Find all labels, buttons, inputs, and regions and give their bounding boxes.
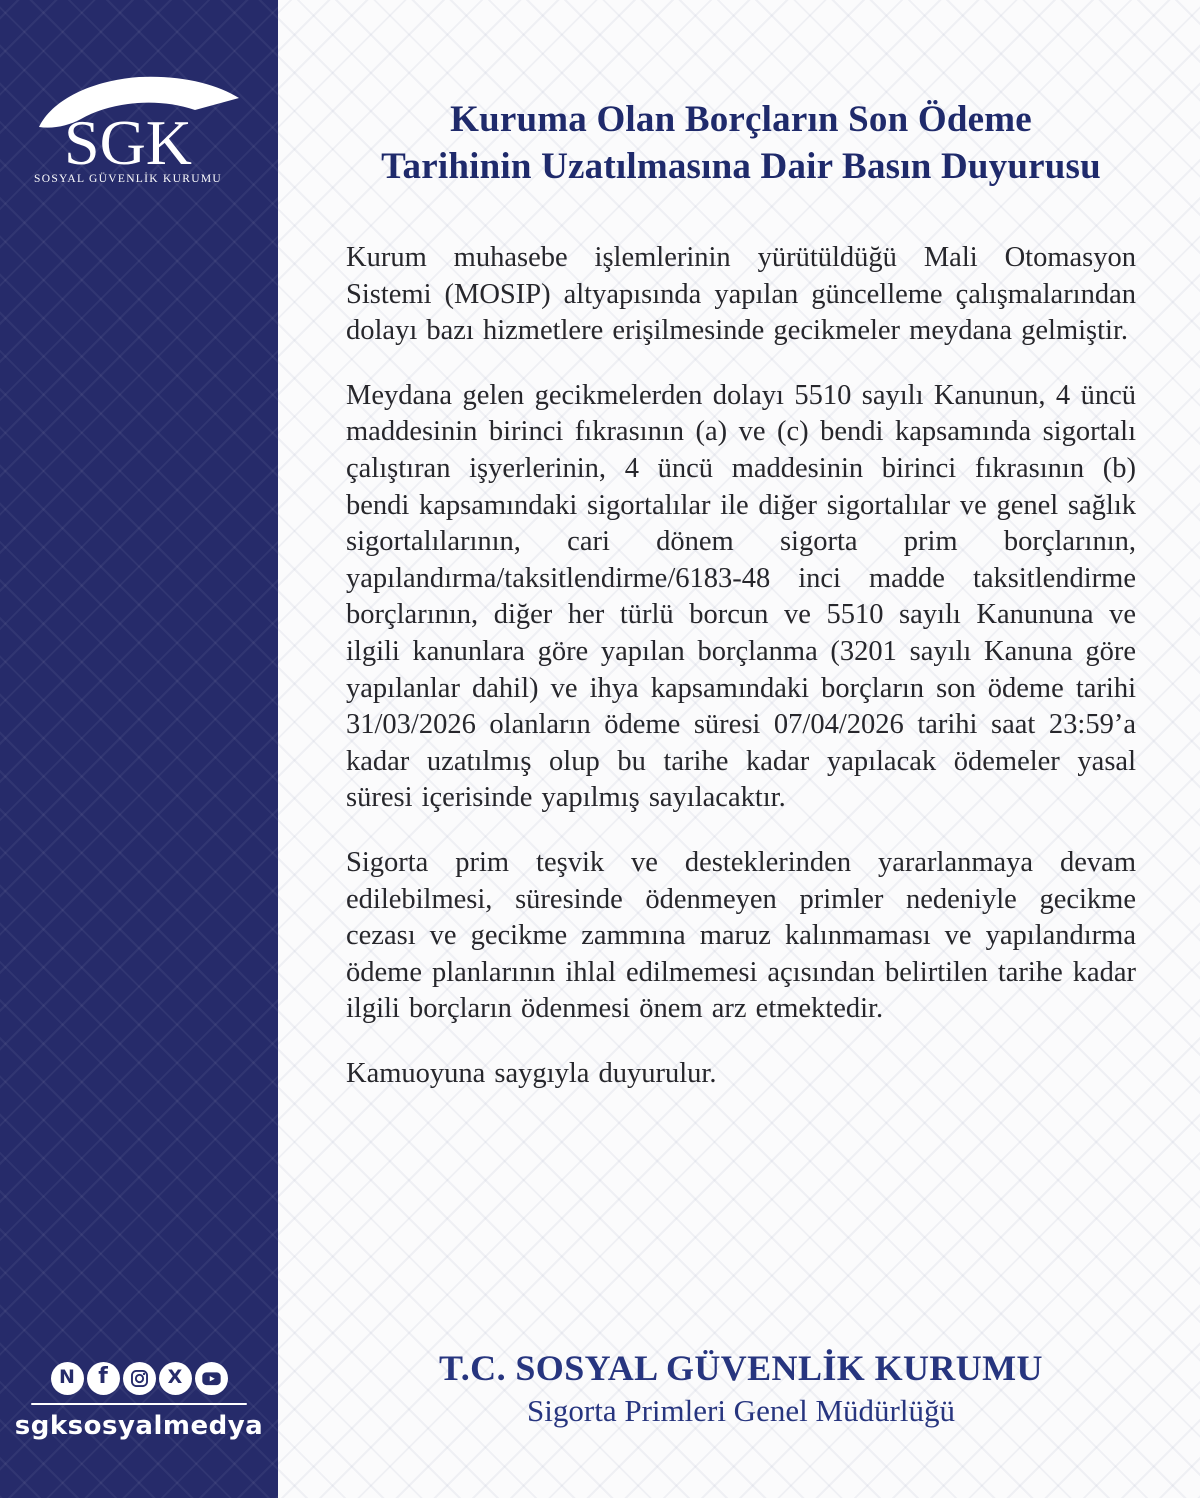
- social-divider: [31, 1403, 247, 1405]
- department-name: Sigorta Primleri Genel Müdürlüğü: [527, 1393, 955, 1428]
- sgk-logo: [33, 72, 245, 192]
- paragraph-2: Meydana gelen gecikmelerden dolayı 5510 sayılı Kanunun, 4 üncü maddesinin birinci fıkrasının (a) ve (c) bendi kapsamında sigortalı çalıştıran işyerlerinin, 4 üncü maddesinin birinci fıkrasının (b) bendi kapsamındaki sigortalılar ile diğer sigortalılar ve genel sağlık sigortalılarının, cari dönem sigorta prim borçlarının, yapılandırma/taksitlendirme/6183-48 inci madde taksitlendirme borçlarının, diğer her türlü borcun ve 5510 sayılı Kanununa ve ilgili kanunlara göre yapılan borçlanma (3201 sayılı Kanuna göre yapılanlar dahil) ve ihya kapsamındaki borçların son ödeme tarihi 31/03/2026 olanların ödeme süresi 07/04/2026 tarihi saat 23:59’a kadar uzatılmış olup bu tarihe kadar yapılacak ödemeler yasal süresi içerisinde yapılmış sayılacaktır.: [346, 379, 1136, 814]
- page-title-line-2: Tarihinin Uzatılmasına Dair Basın Duyurusu: [381, 146, 1101, 187]
- nsosyal-icon[interactable]: [51, 1362, 84, 1395]
- nsosyal-icon-glyph: N: [59, 1366, 75, 1388]
- signature-block: [346, 1346, 1136, 1430]
- social-handle: sgksosyalmedya: [14, 1411, 264, 1441]
- instagram-icon[interactable]: [123, 1362, 156, 1395]
- closing-line: Kamuoyuna saygıyla duyurulur.: [346, 1057, 717, 1089]
- instagram-icon-glyph: [130, 1369, 149, 1388]
- org-name: T.C. SOSYAL GÜVENLİK KURUMU: [439, 1348, 1043, 1388]
- page-title-line-1: Kuruma Olan Borçların Son Ödeme: [450, 99, 1032, 140]
- x-icon[interactable]: [159, 1362, 192, 1395]
- sgk-logo-subtitle: SOSYAL GÜVENLİK KURUMU: [34, 173, 222, 185]
- social-icons-row: [51, 1362, 228, 1395]
- facebook-icon[interactable]: [87, 1362, 120, 1395]
- x-icon-glyph: X: [167, 1366, 183, 1388]
- announcement-content: [278, 0, 1200, 1498]
- youtube-icon-glyph: [201, 1368, 222, 1389]
- sgk-logo-acronym: SGK: [63, 107, 193, 178]
- facebook-icon-glyph: f: [98, 1363, 108, 1389]
- page-title: [346, 96, 1136, 190]
- sgk-logo-graphic: [33, 72, 245, 192]
- paragraph-3: Sigorta prim teşvik ve desteklerinden yararlanmaya devam edilebilmesi, süresinde ödenmeyen primler nedeniyle gecikme cezası ve gecikme zammına maruz kalınmaması ve yapılandırma ödeme planlarının ihlal edilmemesi açısından belirtilen tarihe kadar ilgili borçların ödenmesi önem arz etmektedir.: [346, 846, 1136, 1025]
- sidebar: [0, 0, 278, 1498]
- youtube-icon[interactable]: [195, 1362, 228, 1395]
- paragraph-1: Kurum muhasebe işlemlerinin yürütüldüğü Mali Otomasyon Sistemi (MOSIP) altyapısında yapılan güncelleme çalışmalarından dolayı bazı hizmetlere erişilmesinde gecikmeler meydana gelmiştir.: [346, 242, 1136, 347]
- social-media-block: [0, 1362, 278, 1441]
